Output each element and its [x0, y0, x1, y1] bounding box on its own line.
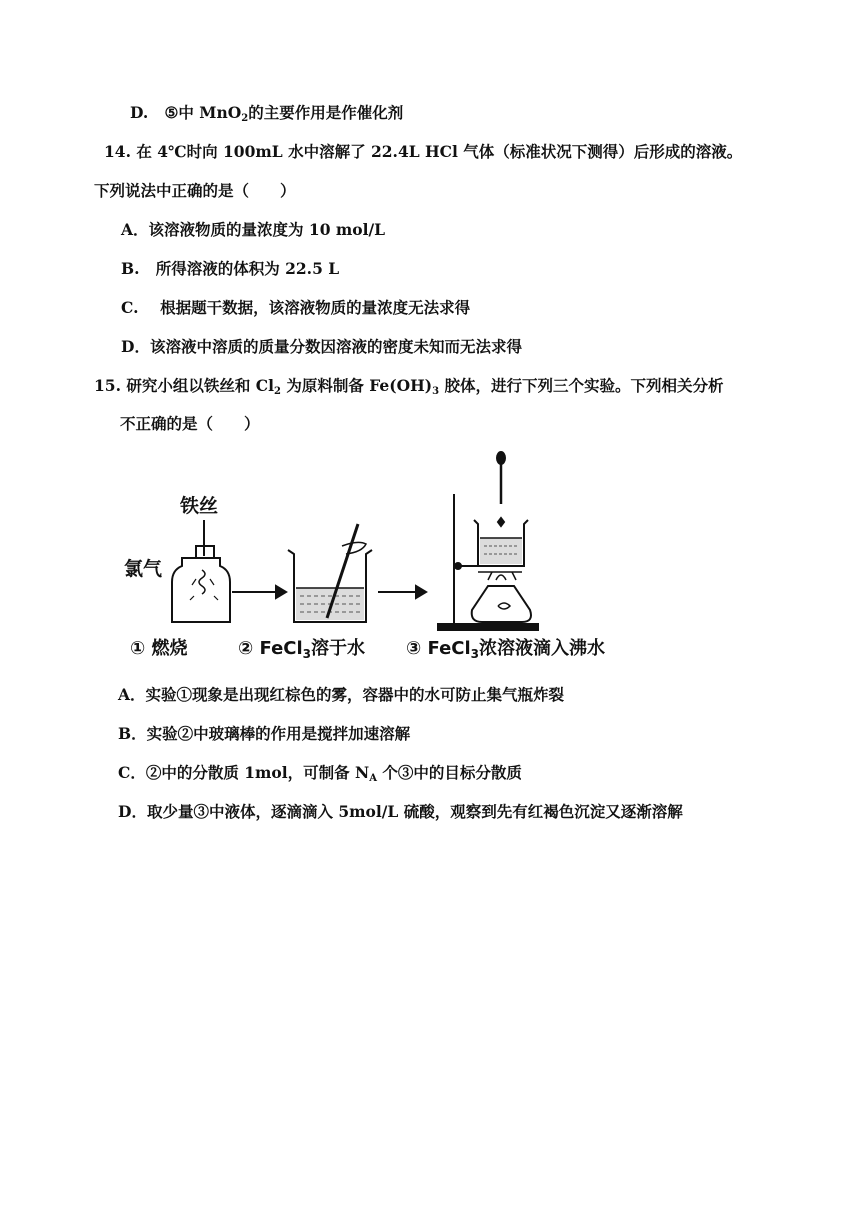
- question-number: 14.: [104, 142, 131, 161]
- caption-step2-b: 溶于水: [311, 638, 366, 659]
- subscript: A: [369, 773, 377, 784]
- q15-option-c: [118, 762, 522, 790]
- option-letter: C．: [118, 763, 146, 782]
- option-text: 实验①现象是出现红棕色的雾，容器中的水可防止集气瓶炸裂: [145, 685, 565, 704]
- option-text: 该溶液中溶质的质量分数因溶液的密度未知而无法求得: [149, 337, 522, 356]
- caption-step2-a: ② FeCl: [238, 638, 303, 659]
- q15-stem-line2: 不正确的是（ ）: [120, 414, 260, 433]
- option-letter: D.: [130, 103, 149, 122]
- subscript: 3: [432, 386, 440, 397]
- caption-step3-b: 浓溶液滴入沸水: [479, 638, 606, 659]
- q14-stem-line1: [104, 141, 742, 163]
- question-stem: 研究小组以铁丝和 Cl: [126, 376, 274, 395]
- subscript: 2: [241, 113, 249, 124]
- gas-bottle-apparatus: [172, 520, 230, 622]
- q15-option-d: [118, 801, 683, 823]
- option-text: ⑤中 MnO: [164, 103, 242, 122]
- option-letter: C.: [121, 298, 139, 317]
- option-text-tail: 的主要作用是作催化剂: [248, 103, 404, 122]
- caption-step3-a: ③ FeCl: [406, 638, 471, 659]
- question-stem-mid: 为原料制备 Fe(OH): [280, 376, 433, 395]
- option-letter: A．: [121, 220, 149, 239]
- q14-option-a: [121, 219, 385, 241]
- question-stem-tail: 胶体，进行下列三个实验。下列相关分析: [439, 376, 724, 395]
- label-iron-wire: 铁丝: [180, 495, 219, 517]
- option-letter: B．: [118, 724, 147, 743]
- q15-stem-line1: [94, 375, 723, 403]
- experiment-figure: [122, 450, 634, 668]
- arrow-2: [378, 586, 426, 598]
- option-text-tail: 个③中的目标分散质: [376, 763, 522, 782]
- q14-stem-line2: 下列说法中正确的是（ ）: [94, 181, 296, 200]
- option-text: 该溶液物质的量浓度为 10 mol/L: [148, 220, 386, 239]
- option-letter: A．: [118, 685, 146, 704]
- experiment-diagram: [122, 450, 634, 668]
- q13-option-d: [130, 102, 403, 130]
- beaker-apparatus: [288, 524, 372, 622]
- label-chlorine: 氯气: [124, 558, 163, 580]
- heating-apparatus: [438, 452, 538, 630]
- option-letter: D．: [118, 802, 147, 821]
- question-number: 15.: [94, 376, 121, 395]
- caption-step1: ① 燃烧: [130, 638, 188, 659]
- option-text: 实验②中玻璃棒的作用是搅拌加速溶解: [146, 724, 411, 743]
- question-stem: 在 4℃时向 100mL 水中溶解了 22.4L HCl 气体（标准状况下测得）后形成的溶液。: [136, 142, 743, 161]
- option-text: ②中的分散质 1mol，可制备 N: [145, 763, 370, 782]
- caption-step2: [238, 637, 365, 661]
- caption-step3: [406, 637, 605, 661]
- q15-option-a: [118, 684, 564, 706]
- q14-option-c: [121, 297, 470, 319]
- option-letter: D．: [121, 337, 150, 356]
- caption-step3-sub: 3: [470, 647, 480, 661]
- option-text: 所得溶液的体积为 22.5 L: [155, 259, 340, 278]
- subscript: 2: [274, 386, 281, 397]
- q15-option-b: [118, 723, 410, 745]
- arrow-1: [232, 586, 286, 598]
- option-text: 取少量③中液体，逐滴滴入 5mol/L 硫酸，观察到先有红褐色沉淀又逐渐溶解: [146, 802, 683, 821]
- option-text: 根据题干数据，该溶液物质的量浓度无法求得: [160, 298, 471, 317]
- q14-option-d: [121, 336, 522, 358]
- q14-option-b: [121, 258, 339, 280]
- caption-step2-sub: 3: [302, 647, 312, 661]
- option-letter: B.: [121, 259, 140, 278]
